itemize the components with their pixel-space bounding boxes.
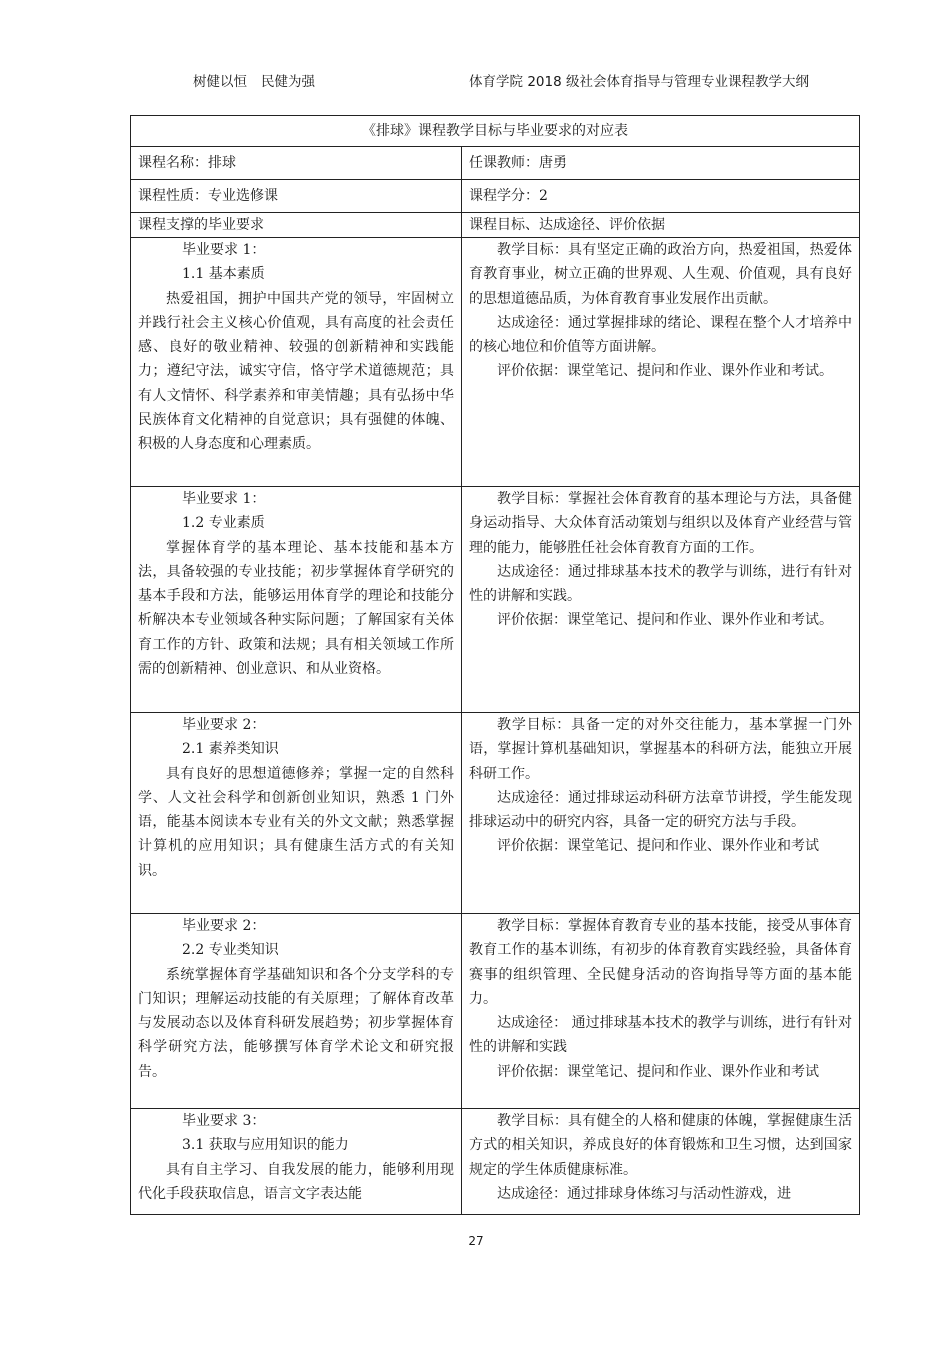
requirement-text: 具有自主学习、自我发展的能力，能够利用现代化手段获取信息，语言文字表达能 — [138, 1161, 454, 1202]
requirement-label: 毕业要求 1： — [182, 242, 266, 258]
column-header-requirements: 课程支撑的毕业要求 — [131, 213, 462, 238]
table-row — [131, 487, 860, 713]
requirement-cell — [131, 238, 462, 487]
achievement-path: 达成途径： 通过排球基本技术的教学与训练，进行有针对性的讲解和实践 — [469, 1015, 852, 1056]
evaluation-basis: 评价依据：课堂笔记、提问和作业、课外作业和考试。 — [497, 363, 833, 380]
objective-cell — [462, 238, 860, 487]
course-nature-cell: 课程性质：专业选修课 — [131, 180, 462, 213]
objective-cell — [462, 713, 860, 914]
requirement-sub-label: 2.1 素养类知识 — [182, 741, 279, 758]
requirement-label: 毕业要求 2： — [182, 717, 266, 733]
table-row — [131, 238, 860, 487]
requirement-cell — [131, 914, 462, 1109]
table-row — [131, 914, 860, 1109]
teacher-cell: 任课教师：唐勇 — [462, 147, 860, 180]
teaching-goal: 教学目标：掌握社会体育教育的基本理论与方法，具备健身运动指导、大众体育活动策划与组织以及体育产业经营与管理的能力，能够胜任社会体育教育方面的工作。 — [469, 491, 852, 556]
evaluation-basis: 评价依据：课堂笔记、提问和作业、课外作业和考试 — [497, 838, 819, 855]
requirement-sub-label: 3.1 获取与应用知识的能力 — [182, 1137, 349, 1154]
requirement-sub-label: 2.2 专业类知识 — [182, 942, 279, 959]
requirement-text: 热爱祖国，拥护中国共产党的领导，牢固树立并践行社会主义核心价值观，具有高度的社会责任感、良好的敬业精神、较强的创新精神和实践能力；遵纪守法，诚实守信，恪守学术道德规范；具有人文情怀、科学素养和审美情趣；具有弘扬中华民族体育文化精神的自觉意识；具有强健的体魄、积极的人身态度和心理素质。 — [138, 290, 454, 453]
teaching-goal: 教学目标：具有健全的人格和健康的体魄，掌握健康生活方式的相关知识，养成良好的体育锻炼和卫生习惯，达到国家规定的学生体质健康标准。 — [469, 1113, 852, 1178]
achievement-path: 达成途径：通过排球身体练习与活动性游戏，进 — [497, 1185, 791, 1202]
requirement-text: 具有良好的思想道德修养；掌握一定的自然科学、人文社会科学和创新创业知识，熟悉 1 门外语，能基本阅读本专业有关的外文文献；熟悉掌握计算机的应用知识；具有健康生活方式的有关知识。 — [138, 765, 454, 879]
table-title: 《排球》课程教学目标与毕业要求的对应表 — [131, 116, 860, 147]
requirement-text: 系统掌握体育学基础知识和各个分支学科的专门知识；理解运动技能的有关原理；了解体育改革与发展动态以及体育科研发展趋势；初步掌握体育科学研究方法，能够撰写体育学术论文和研究报告。 — [138, 966, 454, 1080]
table-info-row — [131, 180, 860, 213]
requirement-sub-label: 1.1 基本素质 — [182, 266, 265, 283]
header-document-title: 体育学院 2018 级社会体育指导与管理专业课程教学大纲 — [469, 74, 809, 90]
header-motto-part1: 树健以恒 — [193, 74, 247, 90]
evaluation-basis: 评价依据：课堂笔记、提问和作业、课外作业和考试。 — [497, 612, 833, 629]
achievement-path: 达成途径：通过排球运动科研方法章节讲授，学生能发现排球运动中的研究内容，具备一定的研究方法与手段。 — [469, 789, 852, 831]
teaching-goal: 教学目标：具有坚定正确的政治方向，热爱祖国，热爱体育教育事业，树立正确的世界观、人生观、价值观，具有良好的思想道德品质，为体育教育事业发展作出贡献。 — [469, 242, 852, 307]
requirement-cell — [131, 1109, 462, 1215]
requirement-cell — [131, 713, 462, 914]
teaching-goal: 教学目标：具备一定的对外交往能力，基本掌握一门外语，掌握计算机基础知识，掌握基本的科研方法，能独立开展科研工作。 — [469, 717, 852, 782]
objective-cell — [462, 1109, 860, 1215]
table-info-row — [131, 147, 860, 180]
course-name-cell: 课程名称：排球 — [131, 147, 462, 180]
table-column-header-row — [131, 213, 860, 238]
requirement-label: 毕业要求 1： — [182, 491, 266, 507]
requirement-sub-label: 1.2 专业素质 — [182, 515, 265, 532]
evaluation-basis: 评价依据：课堂笔记、提问和作业、课外作业和考试 — [497, 1063, 819, 1080]
credits-cell: 课程学分：2 — [462, 180, 860, 213]
table-title-row — [131, 116, 860, 147]
header-motto-part2: 民健为强 — [261, 74, 315, 90]
requirement-label: 毕业要求 3： — [182, 1113, 266, 1129]
table-row — [131, 1109, 860, 1215]
table-row — [131, 713, 860, 914]
requirement-cell — [131, 487, 462, 713]
teaching-goal: 教学目标：掌握体育教育专业的基本技能，接受从事体育教育工作的基本训练，有初步的体育教育实践经验，具备体育赛事的组织管理、全民健身活动的咨询指导等方面的基本能力。 — [469, 918, 852, 1007]
course-objectives-table — [130, 115, 860, 1215]
column-header-objectives: 课程目标、达成途径、评价依据 — [462, 213, 860, 238]
page-number: 27 — [468, 1234, 484, 1248]
achievement-path: 达成途径：通过排球基本技术的教学与训练，进行有针对性的讲解和实践。 — [469, 563, 852, 605]
objective-cell — [462, 914, 860, 1109]
objective-cell — [462, 487, 860, 713]
header-motto — [193, 70, 315, 90]
requirement-label: 毕业要求 2： — [182, 918, 266, 934]
achievement-path: 达成途径：通过掌握排球的绪论、课程在整个人才培养中的核心地位和价值等方面讲解。 — [469, 314, 852, 356]
requirement-text: 掌握体育学的基本理论、基本技能和基本方法，具备较强的专业技能；初步掌握体育学研究的基本手段和方法，能够运用体育学的理论和技能分析解决本专业领域各种实际问题；了解国家有关体育工作的方针、政策和法规；具有相关领域工作所需的创新精神、创业意识、和从业资格。 — [138, 539, 454, 678]
